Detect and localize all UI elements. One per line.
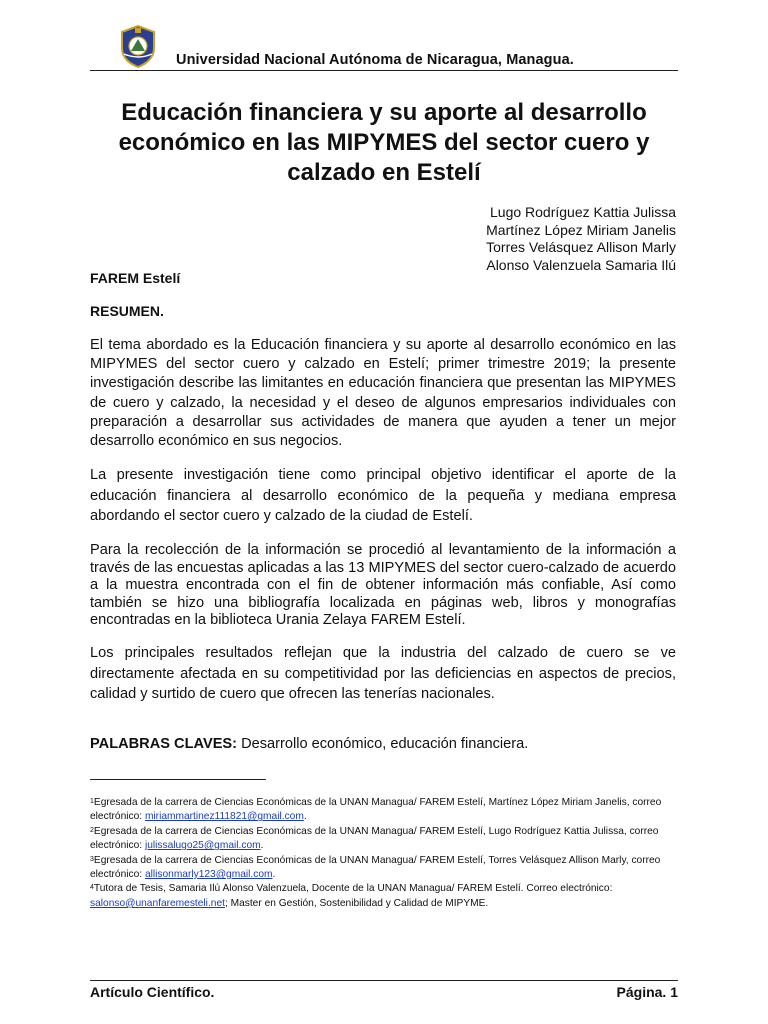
footnote-number: 2 (90, 826, 94, 834)
footnote-number: 3 (90, 855, 94, 863)
abstract-paragraph: Los principales resultados reflejan que la industria del calzado de cuero se ve directamente afectada en su competitividad por las deficiencias en aspectos de precios, calidad y surtido de cuero que ofrecen las tenerías nacionales. (90, 645, 676, 702)
abstract-paragraph: El tema abordado es la Educación financiera y su aporte al desarrollo económico en las MIPYMES del sector cuero y calzado en Estelí; primer trimestre 2019; la presente investigación describe las limitantes en educación financiera que presentan las MIPYMES de cuero y calzado, la necesidad y el deseo de algunos empresarios individuales con preparación a desarrollar sus actividades de manera que ayuden a tener un mejor desarrollo económico en sus negocios. (90, 337, 676, 450)
author-name: Alonso Valenzuela Samaria Ilú (486, 256, 676, 273)
footnote-text-end: . (303, 811, 307, 823)
article-title: Educación financiera y su aporte al desarrollo económico en las MIPYMES del sector cuero y calzado en Estelí (118, 99, 650, 186)
abstract-paragraph: Para la recolección de la información se procedió al levantamiento de la información a través de las encuestas aplicadas a las 13 MIPYMES del sector cuero-calzado de acuerdo a la muestra encontrada con el fin de obtener información más confiable, Así como también se hizo una bibliografía localizada en páginas web, libros y monografías encontradas en la biblioteca Urania Zelaya FAREM Estelí. (90, 542, 676, 628)
footnote-text: Tutora de Tesis, Samaria Ilú Alonso Valenzuela, Docente de la UNAN Managua/ FAREM Estelí. Correo electrónico: (93, 883, 613, 895)
footnote-number: 4 (90, 884, 94, 892)
footnote-divider (90, 779, 266, 780)
footnote-text-end: . (272, 869, 276, 881)
footnote-text-end: . (260, 840, 264, 852)
footnote-email-link[interactable]: miriammartinez111821@gmail.com (144, 811, 304, 823)
footnote-text-end: ; Master en Gestión, Sostenibilidad y Calidad de MIPYME. (224, 897, 489, 909)
university-seal-icon (118, 24, 158, 68)
abstract-paragraph: La presente investigación tiene como principal objetivo identificar el aporte de la educación financiera al desarrollo económico de la pequeña y mediana empresa abordando el sector cuero y calzado de la ciudad de Estelí. (90, 467, 676, 524)
page-header (90, 24, 678, 71)
footnote-email-link[interactable]: julissalugo25@gmail.com (144, 840, 261, 852)
footnote (90, 854, 680, 883)
university-name: Universidad Nacional Autónoma de Nicaragua, Managua. (176, 52, 574, 68)
footnote-text: Egresada de la carrera de Ciencias Económicas de la UNAN Managua/ FAREM Estelí, Martínez López Miriam Janelis, correo electrónico: (90, 797, 662, 823)
footer-page-number: Página. 1 (616, 984, 678, 1000)
footnote-text: Egresada de la carrera de Ciencias Económicas de la UNAN Managua/ FAREM Estelí, Torres Velásquez Allison Marly, correo electrónico: (90, 854, 661, 881)
footnote (90, 825, 680, 854)
page-footer (90, 980, 678, 1003)
keywords-text: Desarrollo económico, educación financiera. (237, 736, 529, 752)
footnote-number: 1 (90, 798, 94, 805)
footnote-text: Egresada de la carrera de Ciencias Económicas de la UNAN Managua/ FAREM Estelí, Lugo Rodríguez Kattia Julissa, correo electrónico: (90, 825, 659, 852)
author-name: Lugo Rodríguez Kattia Julissa (490, 204, 676, 220)
author-name: Torres Velásquez Allison Marly (486, 239, 676, 255)
affiliation: FAREM Estelí (90, 270, 181, 286)
footnote-email-link[interactable]: salonso@unanfaremesteli.net (90, 897, 225, 909)
footnote (90, 796, 680, 825)
keywords (90, 736, 528, 752)
keywords-label: PALABRAS CLAVES: (90, 736, 238, 752)
abstract-heading: RESUMEN. (90, 303, 164, 319)
footer-article-type: Artículo Científico. (90, 984, 215, 1000)
footnote-email-link[interactable]: allisonmarly123@gmail.com (144, 869, 273, 881)
author-name: Martínez López Miriam Janelis (486, 221, 676, 238)
footnotes (90, 796, 680, 911)
footnote (90, 882, 680, 911)
author-list (486, 204, 676, 274)
